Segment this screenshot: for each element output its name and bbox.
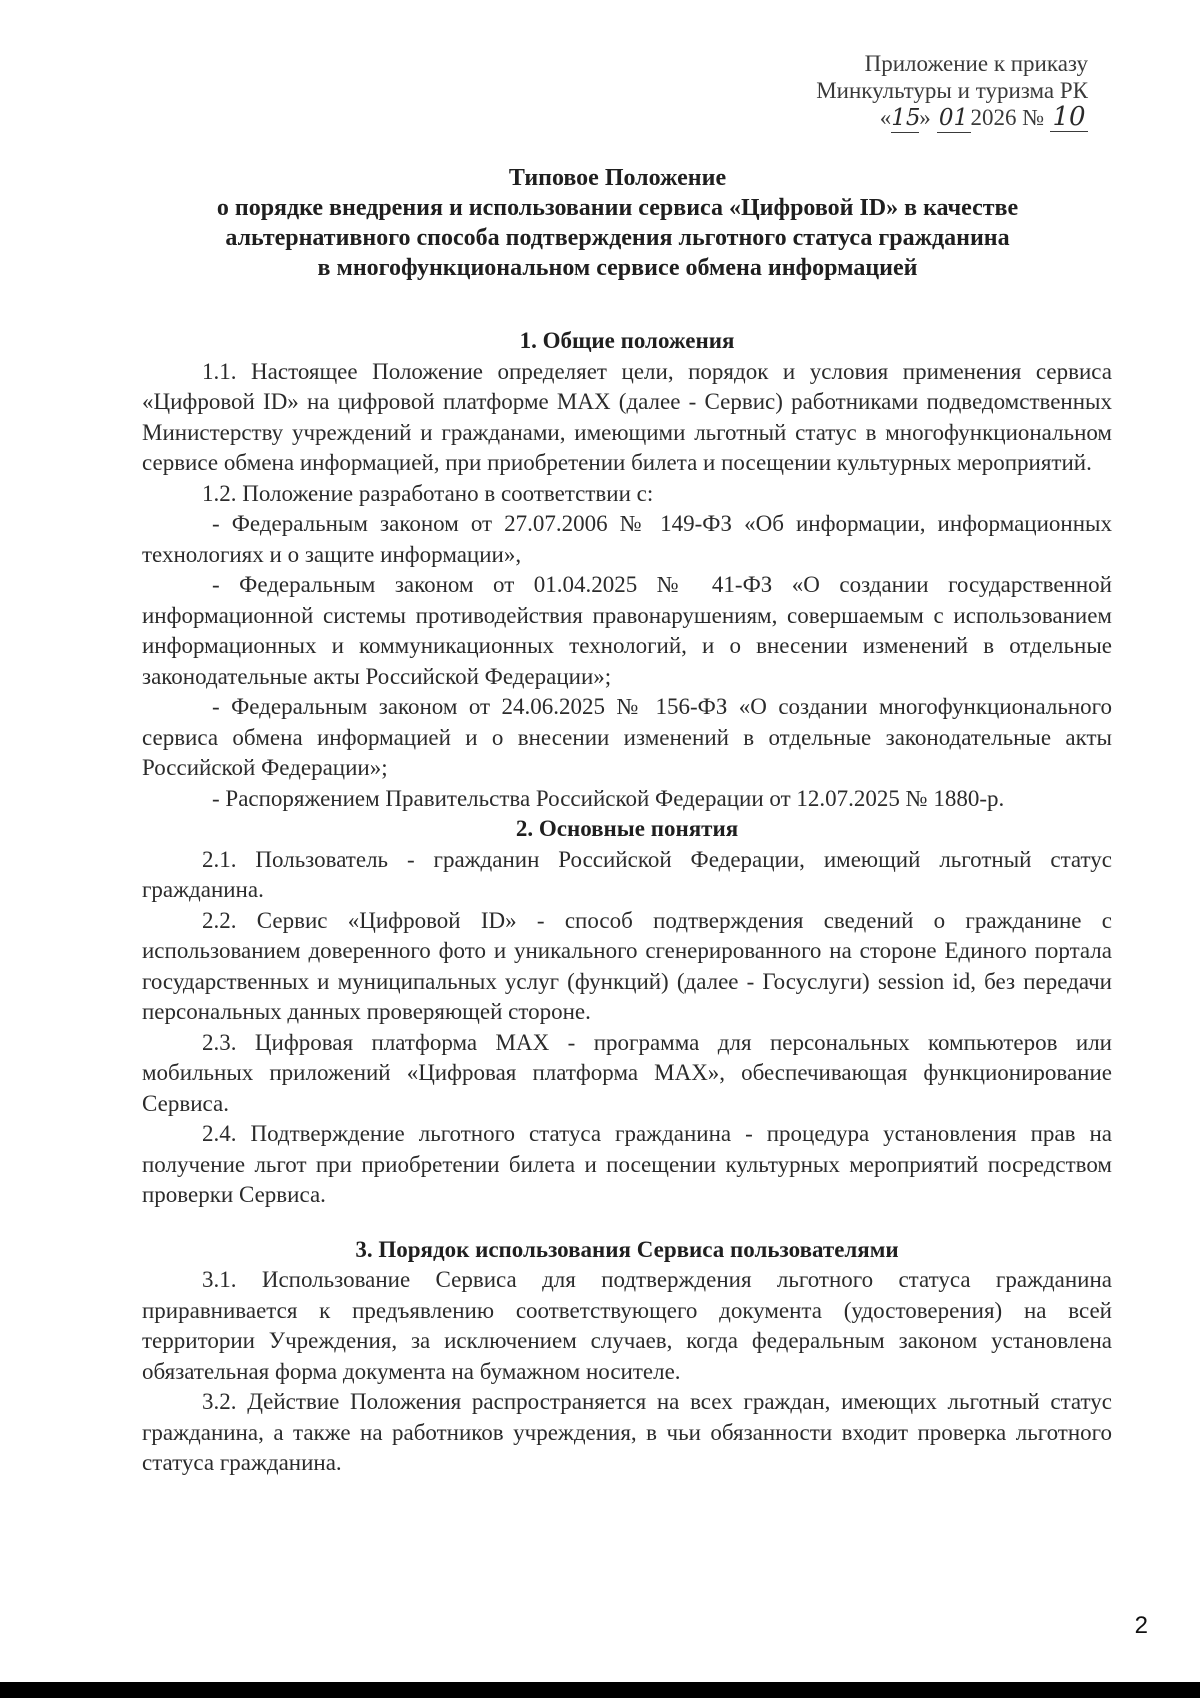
order-date-line [816,104,1088,133]
handwritten-month: 01 [937,105,971,133]
title-line-1: Типовое Положение [508,165,727,191]
page-number: 2 [1134,1612,1148,1639]
paragraph-2-4: 2.4. Подтверждение льготного статуса гражданина - процедура установления прав на получение льгот при приобретении билета и посещении культурных мероприятий посредством проверки Сервиса. [142,1121,1112,1207]
title-line-2: о порядке внедрения и использовании сервиса «Цифровой ID» в качестве [216,195,1019,221]
paragraph-3-1: 3.1. Использование Сервиса для подтверждения льготного статуса гражданина приравнивается к предъявлению соответствующего документа (удостоверения) на всей территории Учреждения, за исключением случаев, когда федеральным законом установлена обязательная форма документа на бумажном носителе. [142,1267,1112,1384]
date-open-quote: « [879,105,892,130]
legal-basis-item: - Федеральным законом от 24.06.2025 № 156-ФЗ «О создании многофункционального сервиса обмена информацией и о внесении изменений в отдельные законодательные акты Российской Федерации»; [142,694,1112,780]
paragraph-1-1: 1.1. Настоящее Положение определяет цели, порядок и условия применения сервиса «Цифровой ID» на цифровой платформе MAX (далее - Сервис) работниками подведомственных Министерству учреждений и гражданами, имеющими льготный статус в многофункциональном сервисе обмена информацией, при приобретении билета и посещении культурных мероприятий. [142,358,1112,475]
legal-basis-item: - Федеральным законом от 01.04.2025 № 41-ФЗ «О создании государственной информационной системы противодействия правонарушениям, совершаемым с использованием информационных и коммуникационных технологий, и о внесении изменений в отдельные законодательные акты Российской Федерации»; [142,572,1112,689]
paragraph-2-3: 2.3. Цифровая платформа MAX - программа для персональных компьютеров или мобильных приложений «Цифровая платформа MAX», обеспечивающая функционирование Сервиса. [142,1029,1112,1116]
document-body [142,326,1112,1479]
paragraph-2-1: 2.1. Пользователь - гражданин Российской Федерации, имеющий льготный статус гражданина. [142,846,1112,902]
section-heading-usage: 3. Порядок использования Сервиса пользователями [355,1236,899,1262]
document-title [120,163,1115,283]
scan-bottom-edge [0,1682,1200,1698]
paragraph-2-2: 2.2. Сервис «Цифровой ID» - способ подтверждения сведений о гражданине с использованием доверенного фото и уникального сгенерированного на стороне Единого портала государственных и муниципальных услуг (функций) (далее - Госуслуги) session id, без передачи персональных данных проверяющей стороне. [142,907,1112,1024]
order-annex-note [816,50,1088,133]
section-heading-general: 1. Общие положения [519,328,735,353]
paragraph-1-2: 1.2. Положение разработано в соответствии с: [202,480,654,506]
title-line-4: в многофункциональном сервисе обмена информацией [317,255,918,281]
annex-line-1: Приложение к приказу [864,51,1088,76]
handwritten-day: 15 [891,105,921,131]
date-year: 2026 № [970,105,1045,130]
legal-basis-item: - Распоряжением Правительства Российской Федерации от 12.07.2025 № 1880-р. [212,785,1005,811]
date-close-quote: » [919,105,931,130]
section-heading-definitions: 2. Основные понятия [515,816,739,841]
section-spacer [142,1211,1112,1235]
paragraph-3-2: 3.2. Действие Положения распространяется на всех граждан, имеющих льготный статус гражданина, а также на работников учреждения, в чьи обязанности входит проверка льготного статуса гражданина. [142,1389,1112,1475]
annex-line-2: Минкультуры и туризма РК [816,78,1088,103]
title-line-3: альтернативного способа подтверждения льготного статуса гражданина [225,225,1010,251]
handwritten-order-number: 10 [1050,104,1088,132]
legal-basis-item: - Федеральным законом от 27.07.2006 № 149-ФЗ «Об информации, информационных технологиях и о защите информации», [142,511,1112,567]
